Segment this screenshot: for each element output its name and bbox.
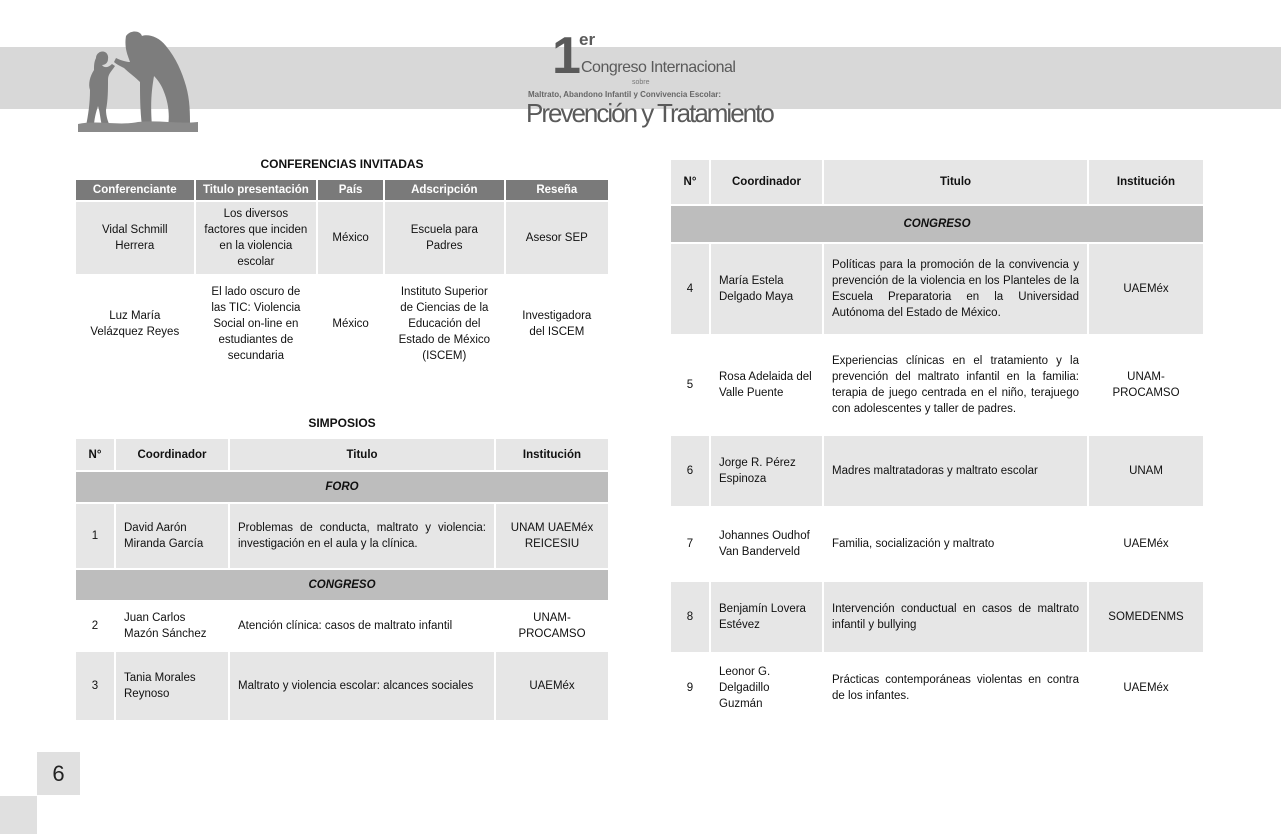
logo-superscript: er (579, 30, 596, 49)
group-foro: FORO (76, 472, 608, 502)
mother-child-silhouette-icon (78, 28, 198, 132)
cell: Juan Carlos Mazón Sánchez (116, 602, 228, 650)
cell: Luz María Velázquez Reyes (76, 276, 194, 372)
logo-number: 1 (552, 27, 579, 85)
cell: Rosa Adelaida del Valle Puente (711, 336, 822, 434)
conf-header-3: Adscripción (385, 180, 504, 200)
logo-line2: sobre (632, 79, 650, 86)
right-simposios-table (669, 158, 1205, 724)
logo-line4: Prevención y Tratamiento (526, 98, 773, 128)
cell: Políticas para la promoción de la convivencia y prevención de la violencia en los Planteles de la Escuela Preparatoria en la Universidad Autónoma del Estado de México. (824, 244, 1087, 334)
cell: Los diversos factores que inciden en la violencia escolar (196, 202, 317, 274)
right-header-1: Coordinador (711, 160, 822, 204)
cell: Johannes Oudhof Van Banderveld (711, 508, 822, 580)
table-row (671, 436, 1203, 506)
cell: UNAM-PROCAMSO (496, 602, 608, 650)
cell: UAEMéx (1089, 508, 1203, 580)
conferencias-table (74, 178, 610, 374)
table-row (671, 582, 1203, 652)
simp-header-0: N° (76, 439, 114, 470)
conf-header-1: Titulo presentación (196, 180, 317, 200)
cell: Problemas de conducta, maltrato y violencia: investigación en el aula y la clínica. (230, 504, 494, 568)
cell: SOMEDENMS (1089, 582, 1203, 652)
conf-header-2: País (318, 180, 383, 200)
table-row (671, 654, 1203, 722)
conf-header-0: Conferenciante (76, 180, 194, 200)
cell: 5 (671, 336, 709, 434)
simp-header-2: Titulo (230, 439, 494, 470)
cell: México (318, 202, 383, 274)
cell: 1 (76, 504, 114, 568)
cell: Atención clínica: casos de maltrato infantil (230, 602, 494, 650)
cell: 3 (76, 652, 114, 720)
conf-header-4: Reseña (506, 180, 608, 200)
simp-header-1: Coordinador (116, 439, 228, 470)
cell: Leonor G. Delgadillo Guzmán (711, 654, 822, 722)
table-row (76, 202, 608, 274)
cell: Maltrato y violencia escolar: alcances sociales (230, 652, 494, 720)
logo-line1: Congreso Internacional (581, 59, 736, 76)
table-row (671, 244, 1203, 334)
right-header-3: Institución (1089, 160, 1203, 204)
cell: David Aarón Miranda García (116, 504, 228, 568)
cell: Vidal Schmill Herrera (76, 202, 194, 274)
cell: Asesor SEP (506, 202, 608, 274)
table-row (76, 504, 608, 568)
cell: María Estela Delgado Maya (711, 244, 822, 334)
cell: UAEMéx (1089, 654, 1203, 722)
right-header-2: Titulo (824, 160, 1087, 204)
cell: UAEMéx (1089, 244, 1203, 334)
cell: Tania Morales Reynoso (116, 652, 228, 720)
cell: Prácticas contemporáneas violentas en contra de los infantes. (824, 654, 1087, 722)
corner-decoration (0, 796, 37, 834)
cell: 6 (671, 436, 709, 506)
congress-logo (520, 27, 773, 128)
cell: Benjamín Lovera Estévez (711, 582, 822, 652)
cell: Experiencias clínicas en el tratamiento y la prevención del maltrato infantil en la familia: terapia de juego centrada en el niño, terajuego con adolescentes y taller de padres. (824, 336, 1087, 434)
cell: UAEMéx (496, 652, 608, 720)
table-row (671, 336, 1203, 434)
cell: Investigadora del ISCEM (506, 276, 608, 372)
cell: Escuela para Padres (385, 202, 504, 274)
simp-header-3: Institución (496, 439, 608, 470)
cell: 8 (671, 582, 709, 652)
cell: Instituto Superior de Ciencias de la Educación del Estado de México (ISCEM) (385, 276, 504, 372)
cell: Jorge R. Pérez Espinoza (711, 436, 822, 506)
page-number: 6 (37, 752, 80, 795)
cell: UNAM UAEMéx REICESIU (496, 504, 608, 568)
cell: El lado oscuro de las TIC: Violencia Social on-line en estudiantes de secundaria (196, 276, 317, 372)
cell: Madres maltratadoras y maltrato escolar (824, 436, 1087, 506)
cell: UNAM-PROCAMSO (1089, 336, 1203, 434)
right-header-0: N° (671, 160, 709, 204)
cell: 9 (671, 654, 709, 722)
cell: 2 (76, 602, 114, 650)
logo-line3: Maltrato, Abandono Infantil y Convivencia Escolar: (528, 90, 722, 99)
cell: Familia, socialización y maltrato (824, 508, 1087, 580)
conferencias-title: CONFERENCIAS INVITADAS (260, 157, 424, 171)
cell: 4 (671, 244, 709, 334)
cell: UNAM (1089, 436, 1203, 506)
table-row (76, 276, 608, 372)
cell: México (318, 276, 383, 372)
table-row (671, 508, 1203, 580)
group-congreso-right: CONGRESO (671, 206, 1203, 242)
cell: 7 (671, 508, 709, 580)
simposios-table (74, 437, 610, 722)
simposios-title: SIMPOSIOS (308, 416, 376, 430)
group-congreso: CONGRESO (76, 570, 608, 600)
cell: Intervención conductual en casos de maltrato infantil y bullying (824, 582, 1087, 652)
table-row (76, 652, 608, 720)
table-row (76, 602, 608, 650)
